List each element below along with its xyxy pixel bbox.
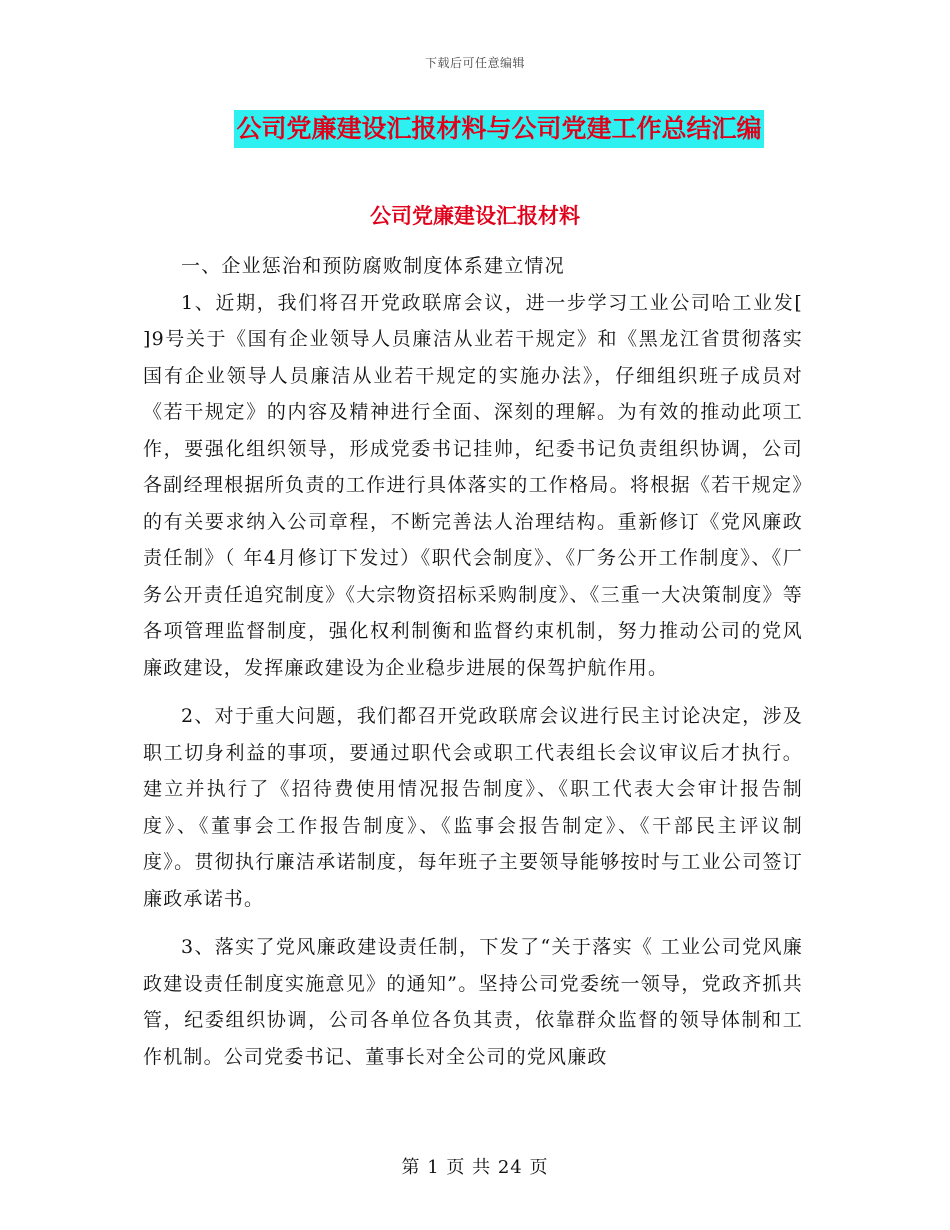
page-header-note: 下载后可任意编辑 [424,56,525,70]
paragraph-3: 3、落实了党风廉政建设责任制，下发了“关于落实《 工业公司党风廉政建设责任制度实施意见》的通知”。坚持公司党委统一领导，党政齐抓共管，纪委组织协调，公司各单位各负其责，依靠群众监督的领导体制和工作机制。公司党委书记、董事长对全公司的党风廉政 [143,936,803,1068]
document-body [143,248,803,1075]
page-number: 第 1 页 共 24 页 [401,1157,549,1178]
paragraph-heading: 一、企业惩治和预防腐败制度体系建立情况 [181,255,565,277]
paragraph-1: 1、近期，我们将召开党政联席会议，进一步学习工业公司哈工业发[ ]9号关于《国有企业领导人员廉洁从业若干规定》和《黑龙江省贯彻落实国有企业领导人员廉洁从业若干规定的实施办法》，仔细组织班子成员对《若干规定》的内容及精神进行全面、深刻的理解。为有效的推动此项工作，要强化组织领导，形成党委书记挂帅，纪委书记负责组织协调，公司各副经理根据所负责的工作进行具体落实的工作格局。将根据《若干规定》的有关要求纳入公司章程，不断完善法人治理结构。重新修订《党风廉政责任制》（ 年4月修订下发过）《职代会制度》、《厂务公开工作制度》、《厂务公开责任追究制度》《大宗物资招标采购制度》、《三重一大决策制度》等各项管理监督制度，强化权利制衡和监督约束机制，努力推动公司的党风廉政建设，发挥廉政建设为企业稳步进展的保驾护航作用。 [143,291,803,679]
section-title: 公司党廉建设汇报材料 [370,204,580,228]
document-title: 公司党廉建设汇报材料与公司党建工作总结汇编 [234,110,763,148]
paragraph-2: 2、对于重大问题，我们都召开党政联席会议进行民主讨论决定，涉及职工切身利益的事项，要通过职代会或职工代表组长会议审议后才执行。建立并执行了《招待费使用情况报告制度》、《职工代表大会审计报告制度》、《董事会工作报告制度》、《监事会报告制定》、《干部民主评议制度》。贯彻执行廉洁承诺制度，每年班子主要领导能够按时与工业公司签订廉政承诺书。 [143,705,803,910]
document-title-container [0,110,950,148]
